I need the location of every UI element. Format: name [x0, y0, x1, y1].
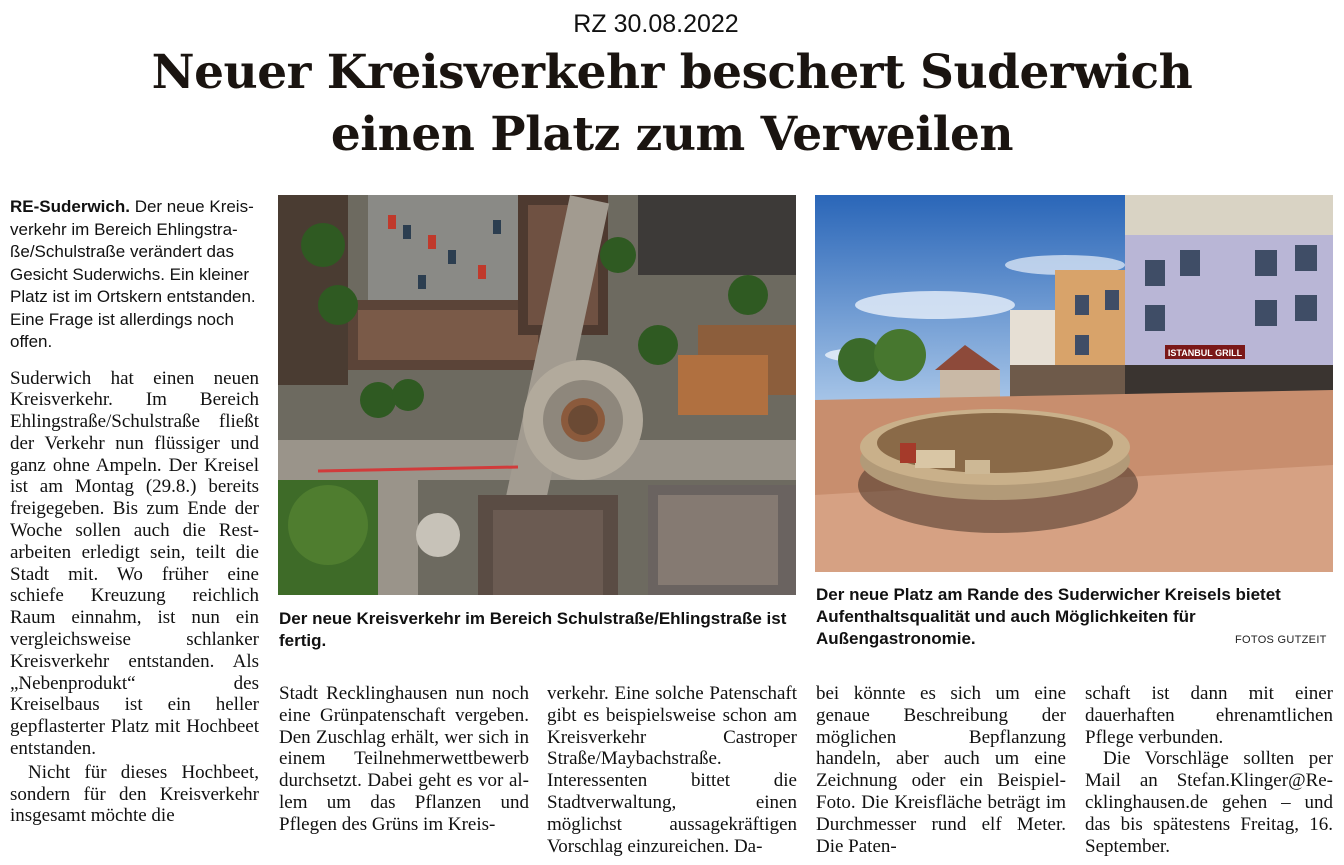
- body-paragraph-2: Nicht für dieses Hochbeet, sondern für den Kreisverkehr insgesamt möchte die: [10, 761, 259, 827]
- lead-text: Der neue Kreisverkehr im Bereich Ehlingstraße/Schulstraße verändert das Gesicht Suderwichs. Ein kleiner Platz ist im Ortskern entstanden. Eine Frage ist allerdings noch offen.: [10, 197, 256, 351]
- article-headline: [0, 42, 1344, 166]
- column-1: [10, 196, 259, 827]
- column-5-paragraph-2: Die Vorschläge sollten per Mail an Stefan.Klinger@Recklinghausen.de gehen – und das bis spätestens Freitag, 16. September.: [1085, 748, 1333, 857]
- lead-dateline: RE-Suderwich.: [10, 197, 130, 216]
- column-2: [279, 683, 529, 836]
- headline-line-2: einen Platz zum Verweilen: [330, 107, 1014, 162]
- dateline: RZ 30.08.2022: [573, 10, 739, 38]
- square-photo: [815, 195, 1333, 572]
- aerial-photo-caption: Der neue Kreisverkehr im Bereich Schulstraße/Ehlingstraße ist fertig.: [279, 609, 787, 650]
- column-3: [547, 683, 797, 857]
- column-5: [1085, 683, 1333, 857]
- column-4: [816, 683, 1066, 857]
- column-2-text: Stadt Recklinghausen nun noch eine Grünpatenschaft vergeben. Den Zuschlag erhält, wer sich in einem Teilnehmerwettbewerb durchsetzt. Dabei geht es vor allem um das Pflanzen und Pflegen des Grüns im Kreis-: [279, 683, 529, 835]
- aerial-photo-image: [278, 195, 796, 595]
- headline-line-1: Neuer Kreisverkehr beschert Suderwich: [151, 45, 1193, 100]
- column-3-text: verkehr. Eine solche Patenschaft gibt es beispielsweise schon am Kreisverkehr Castroper Straße/Maybachstraße. Interessenten bittet die Stadtverwaltung, einen möglichst aussagekräftigen Vorschlag einzureichen. Da-: [547, 683, 797, 857]
- square-photo-caption: Der neue Platz am Rande des Suderwicher Kreisels bietet Aufenthaltsqualität und auch Möglichkeiten für Außengastronomie.: [816, 585, 1281, 648]
- photo-credit: FOTOS GUTZEIT: [1235, 634, 1327, 646]
- aerial-roundabout-photo: [278, 195, 796, 595]
- lead-paragraph: [10, 196, 259, 354]
- column-5-paragraph-1: schaft ist dann mit einer dauerhaften ehrenamtlichen Pflege verbunden.: [1085, 683, 1333, 748]
- square-photo-image: [815, 195, 1333, 572]
- column-4-text: bei könnte es sich um eine genaue Beschreibung der möglichen Bepflanzung handeln, aber auch um eine Zeichnung oder ein Beispiel-Foto. Die Kreisfläche beträgt im Durchmesser rund elf Meter. Die Paten-: [816, 683, 1066, 857]
- shop-sign: ISTANBUL GRILL: [1167, 348, 1243, 358]
- body-paragraph-1: Suderwich hat einen neuen Kreisverkehr. Im Bereich Ehlingstraße/Schulstraße fließt der Verkehr nun flüssiger und ganz ohne Ampeln. Der Kreisel ist am Montag (29.8.) bereits freigegeben. Bis zum Ende der Woche sollen auch die Restarbeiten erledigt sein, teilt die Stadt mit. Wo früher eine schiefe Kreuzung reichlich Raum einnahm, ist nun ein vergleichsweise schlanker Kreisverkehr entstanden. Als „Nebenprodukt“ des Kreiselbaus ist ein heller gepflasterter Platz mit Hochbeet entstanden.: [10, 367, 259, 760]
